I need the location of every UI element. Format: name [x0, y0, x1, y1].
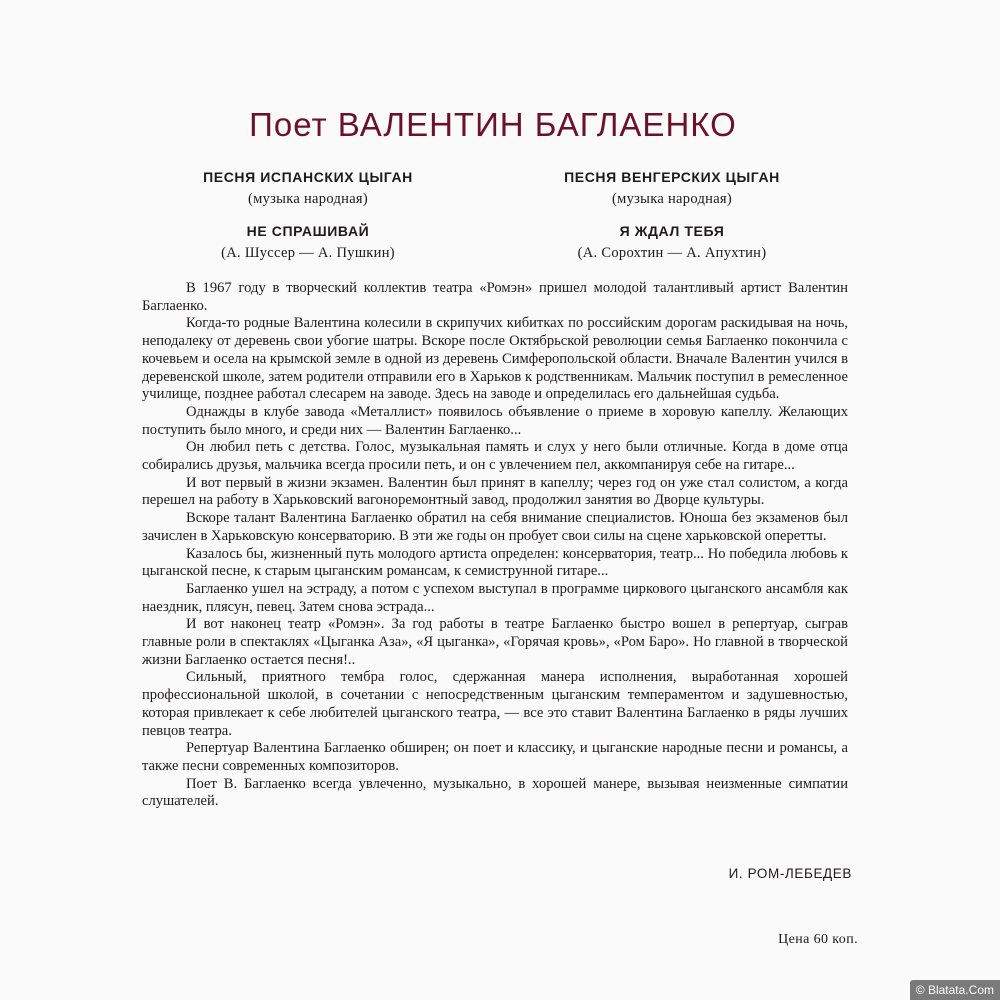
page-title: Поет ВАЛЕНТИН БАГЛАЕНКО	[249, 106, 737, 143]
paragraph: Когда-то родные Валентина колесили в скрипучих кибитках по российским дорогам раскидывая на ночь, неподалеку от деревень свои убогие шатры. Вскоре после Октябрьской революции семья Баглаенко покончила с кочевьем и осела на крымской земле в одной из деревень Симферопольской области. Вначале Валентин учился в деревенской школе, затем родители отправили его в Харьков к родственникам. Мальчик поступил в ремесленное училище, позднее работал слесарем на заводе. Здесь на заводе и определилась его дальнейшая судьба.	[142, 315, 848, 403]
song-title: ПЕСНЯ ВЕНГЕРСКИХ ЦЫГАН	[564, 169, 780, 185]
paragraph: Казалось бы, жизненный путь молодого артиста определен: консерватория, театр... Но победила любовь к цыганской песне, к старым цыганским романсам, к семиструнной гитаре...	[142, 545, 848, 580]
song-title: Я ЖДАЛ ТЕБЯ	[619, 223, 725, 239]
paragraph: Сильный, приятного тембра голос, сдержанная манера исполнения, выработанная хорошей профессиональной школой, в сочетании с непосредственным цыганским темпераментом и задушевностью, которая привлекает к себе любителей цыганского театра, — все это ставит Валентина Баглаенко в ряды лучших певцов театра.	[142, 669, 848, 739]
song-credits: (А. Шуссер — А. Пушкин)	[221, 245, 395, 261]
paragraph: Баглаенко ушел на эстраду, а потом с успехом выступал в программе циркового цыганского ансамбля как наездник, плясун, певец. Затем снова эстрада...	[142, 580, 848, 615]
song-credits: (А. Сорохтин — А. Апухтин)	[577, 245, 767, 261]
paragraph: Однажды в клубе завода «Металлист» появилось объявление о приеме в хоровую капеллу. Желающих поступить было много, и среди них — Валентин Баглаенко...	[142, 403, 848, 438]
paragraph: Поет В. Баглаенко всегда увлеченно, музыкально, в хорошей манере, вызывая неизменные симпатии слушателей.	[142, 775, 848, 810]
price-label: Цена 60 коп.	[778, 932, 858, 947]
songs-right-column	[492, 166, 852, 264]
paragraph: В 1967 году в творческий коллектив театра «Ромэн» пришел молодой талантливый артист Валентин Баглаенко.	[142, 280, 848, 314]
author-signature: И. РОМ-ЛЕБЕДЕВ	[728, 866, 852, 881]
song-title: ПЕСНЯ ИСПАНСКИХ ЦЫГАН	[203, 169, 413, 185]
paragraph: И вот наконец театр «Ромэн». За год работы в театре Баглаенко быстро вошел в репертуар, сыграв главные роли в спектаклях «Цыганка Аза», «Я цыганка», «Горячая кровь», «Ром Баро». Но главной в творческой жизни Баглаенко остается песня!..	[142, 616, 848, 668]
article-body	[142, 280, 848, 811]
paragraph: Репертуар Валентина Баглаенко обширен; он поет и классику, и цыганские народные песни и романсы, а также песни современных композиторов.	[142, 740, 848, 774]
paragraph: Вскоре талант Валентина Баглаенко обратил на себя внимание специалистов. Юноша без экзаменов был зачислен в Харьковскую консерваторию. В эти же годы он пробует свои силы на сцене харьковской оперетты.	[142, 510, 848, 544]
songs-left-column	[128, 166, 488, 264]
song-credits: (музыка народная)	[247, 191, 369, 207]
paragraph: И вот первый в жизни экзамен. Валентин был принят в капеллу; через год он уже стал солистом, а когда перешел на работу в Харьковский вагоноремонтный завод, продолжил занятия во Дворце культуры.	[142, 474, 848, 509]
song-credits: (музыка народная)	[611, 191, 733, 207]
paragraph: Он любил петь с детства. Голос, музыкальная память и слух у него были отличные. Когда в доме отца собирались друзья, мальчика всегда просили петь, и он с увлечением пел, аккомпанируя себе на гитаре...	[142, 439, 848, 474]
song-title: НЕ СПРАШИВАЙ	[246, 223, 370, 239]
watermark: © Blatata.Com	[910, 980, 1000, 1000]
